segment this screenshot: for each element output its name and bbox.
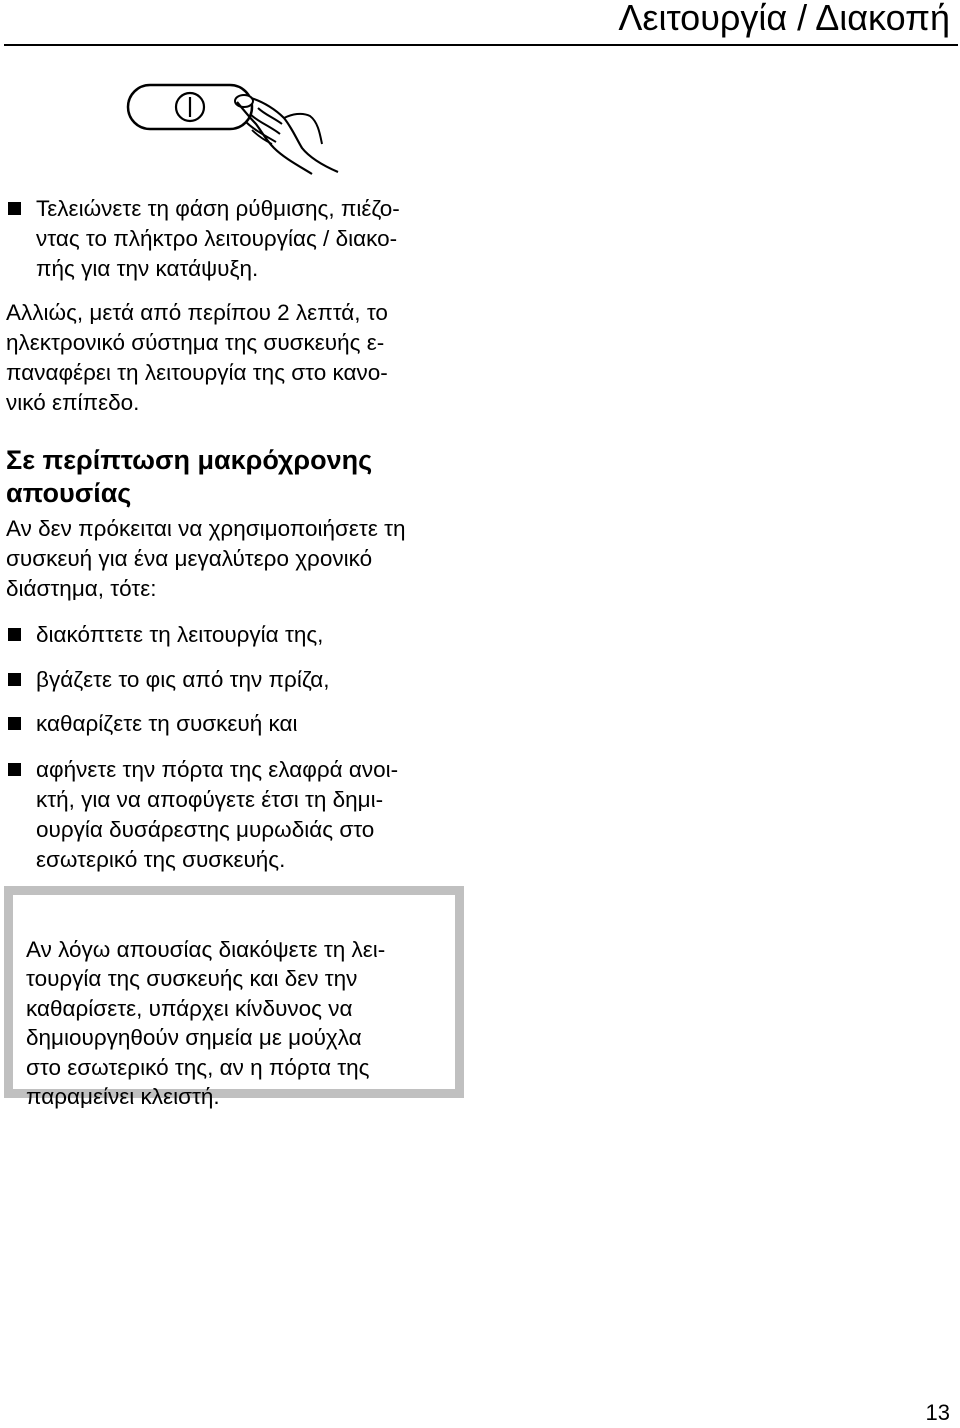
absence-list <box>6 755 466 875</box>
header-divider <box>4 44 958 46</box>
black-square-bullet-icon <box>8 628 21 641</box>
page-header <box>0 0 960 46</box>
warning-note-box <box>4 886 464 1109</box>
black-square-bullet-icon <box>8 717 21 730</box>
page-number: 13 <box>925 1400 950 1425</box>
list-item-text: διακόπτετε τη λειτουργία της, <box>36 622 324 647</box>
list-item <box>6 194 466 284</box>
list-item-text: αφήνετε την πόρτα της ελαφρά ανοι- κτή, για να αποφύγετε έτσι τη δημι- ουργία δυσάρεστης μυρωδιάς στο εσωτερικό της συσκευής. <box>36 757 399 872</box>
warning-note-text: Αν λόγω απουσίας διακόψετε τη λει- τουργία της συσκευής και δεν την καθαρίσετε, υπάρχει κίνδυνος να δημιουργηθούν σημεία με μούχλα στο εσωτερικό της, αν η πόρτα της παραμείνει κλειστή. <box>26 936 386 1109</box>
section-heading: Σε περίπτωση μακρόχρονης απουσίας <box>6 445 373 508</box>
section-intro: Αν δεν πρόκειται να χρησιμοποιήσετε τη συσκευή για ένα μεγαλύτερο χρονικό διάστημα, τότε: <box>6 516 406 601</box>
absence-list <box>6 620 466 650</box>
section-heading-block <box>6 444 466 510</box>
intro-section <box>6 194 466 284</box>
power-button-press-icon <box>124 78 354 183</box>
page-title: Λειτουργία / Διακοπή <box>618 0 950 38</box>
intro-paragraph: Αλλιώς, μετά από περίπου 2 λεπτά, το ηλεκτρονικό σύστημα της συσκευής ε- παναφέρει τη λειτουργία της στο κανο- νικό επίπεδο. <box>6 300 388 415</box>
black-square-bullet-icon <box>8 202 21 215</box>
list-item <box>6 665 466 695</box>
list-item <box>6 709 466 739</box>
section-intro-block <box>6 514 466 604</box>
black-square-bullet-icon <box>8 673 21 686</box>
list-item <box>6 620 466 650</box>
intro-bullet-text: Τελειώνετε τη φάση ρύθμισης, πιέζο- ντας το πλήκτρο λειτουργίας / διακο- πής για την κατάψυξη. <box>36 196 400 281</box>
absence-list <box>6 665 466 695</box>
list-item-text: βγάζετε το φις από την πρίζα, <box>36 667 330 692</box>
list-item <box>6 755 466 875</box>
black-square-bullet-icon <box>8 763 21 776</box>
list-item-text: καθαρίζετε τη συσκευή και <box>36 711 298 736</box>
intro-paragraph-block <box>6 298 466 418</box>
absence-list <box>6 709 466 739</box>
